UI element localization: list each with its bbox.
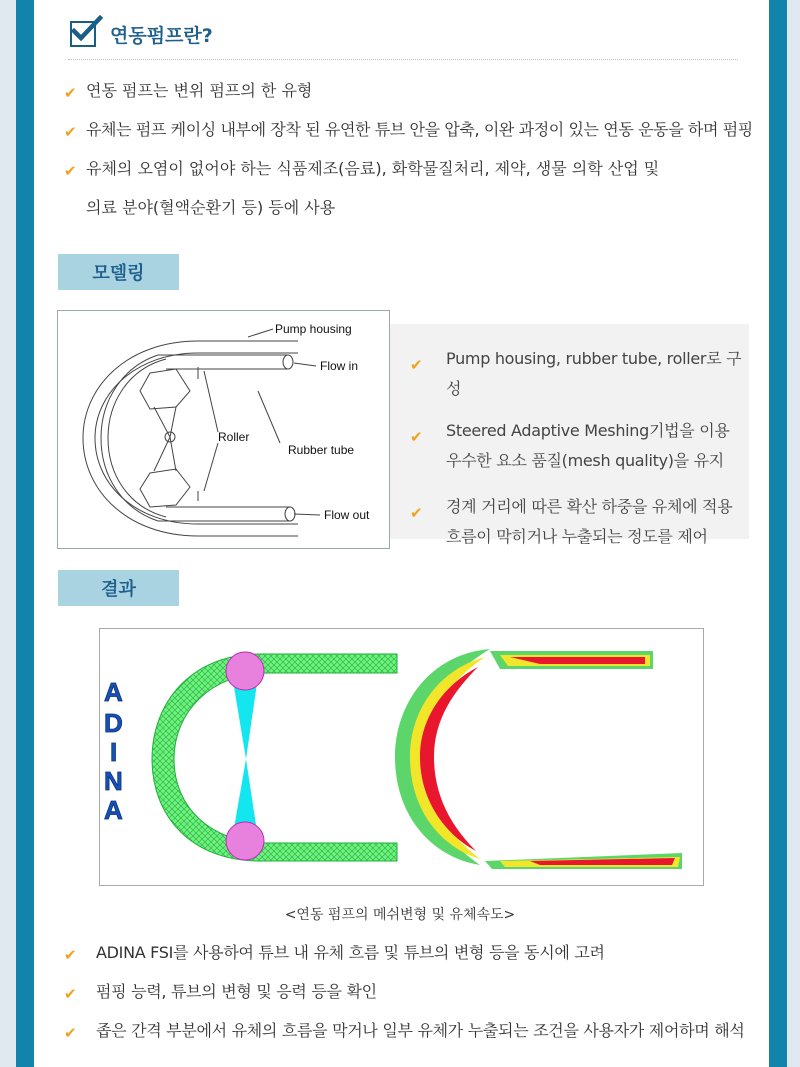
bullet-text-continued: 의료 분야(혈액순환기 등) 등에 사용 (86, 198, 336, 217)
list-item (64, 81, 753, 101)
adina-letter: I (110, 737, 118, 767)
page-title: 연동펌프란? (110, 24, 213, 47)
check-icon: ✔ (64, 985, 77, 1003)
adina-letter: N (104, 766, 123, 796)
intro-bullet-list (64, 81, 753, 218)
checkbox-checked-icon (70, 21, 96, 47)
section-title (70, 18, 213, 50)
bullet-text: 유체의 오염이 없어야 하는 식품제조(음료), 화학물질처리, 제약, 생물 의학 산업 및 (86, 159, 660, 178)
diagram-label-flow-in: Flow in (320, 359, 359, 373)
diagram-label-flow-out: Flow out (324, 508, 370, 522)
feature-text: Pump housing, rubber tube, roller로 구성 (446, 349, 742, 398)
list-item (410, 344, 749, 404)
check-icon: ✔ (64, 162, 77, 180)
feature-text: 경계 거리에 따른 확산 하중을 유체에 적용 (446, 497, 733, 516)
result-bullet-list (64, 942, 745, 1059)
diagram-label-roller: Roller (218, 430, 250, 444)
section-label-modeling: 모델링 (58, 254, 179, 290)
bullet-text: 연동 펌프는 변위 펌프의 한 유형 (86, 81, 313, 100)
bullet-text: 좁은 간격 부분에서 유체의 흐름을 막거나 일부 유체가 누출되는 조건을 사용자가 제어하며 해석 (96, 1021, 745, 1040)
check-icon: ✔ (64, 1024, 77, 1042)
bullet-text: 유체는 펌프 케이싱 내부에 장착 된 유연한 튜브 안을 압축, 이완 과정이 있는 연동 운동을 하며 펌핑 (86, 120, 753, 139)
list-item (410, 492, 749, 552)
feature-text: Steered Adaptive Meshing기법을 이용 (446, 421, 730, 440)
feature-text-continued: 흐름이 막히거나 누출되는 정도를 제어 (446, 527, 708, 546)
pump-diagram (57, 310, 390, 549)
adina-letter: A (104, 677, 123, 707)
modeling-features-panel (390, 324, 749, 546)
list-item (64, 159, 753, 218)
check-icon: ✔ (410, 356, 423, 374)
simulation-result-image (99, 628, 704, 886)
bullet-text: 펌핑 능력, 튜브의 변형 및 응력 등을 확인 (96, 982, 377, 1001)
figure-caption: <연동 펌프의 메쉬변형 및 유체속도> (284, 907, 516, 923)
bullet-text: ADINA FSI를 사용하여 튜브 내 유체 흐름 및 튜브의 변형 등을 동시에 고려 (96, 943, 605, 962)
check-icon: ✔ (64, 946, 77, 964)
list-item (64, 981, 745, 1003)
list-item (64, 1020, 745, 1042)
list-item (64, 120, 753, 140)
diagram-label-rubber-tube: Rubber tube (288, 443, 355, 457)
check-icon: ✔ (410, 504, 423, 522)
list-item (64, 942, 745, 964)
check-icon: ✔ (64, 123, 77, 141)
feature-list (410, 344, 749, 568)
adina-letter: A (104, 795, 123, 825)
check-icon: ✔ (410, 428, 423, 446)
title-divider (68, 59, 738, 60)
check-icon: ✔ (64, 84, 77, 102)
feature-text-continued: 우수한 요소 품질(mesh quality)을 유지 (446, 451, 724, 470)
diagram-label-pump-housing: Pump housing (275, 322, 352, 336)
section-label-result: 결과 (58, 570, 179, 606)
list-item (410, 416, 749, 476)
adina-letter: D (104, 708, 123, 738)
